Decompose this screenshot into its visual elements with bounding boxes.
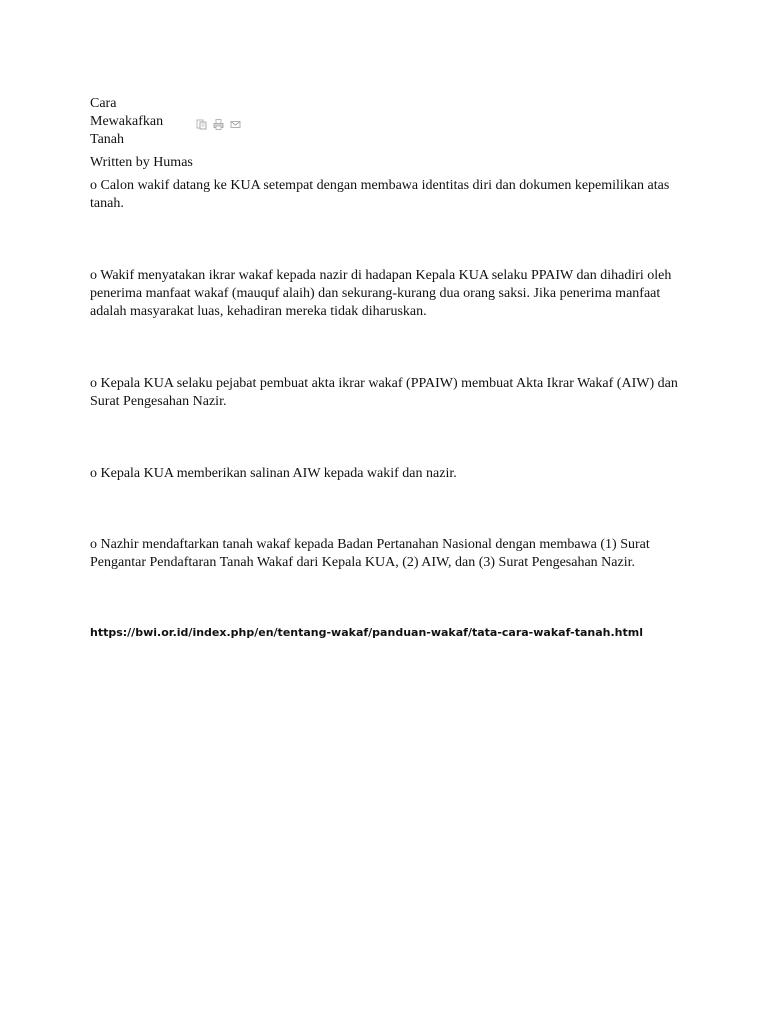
article-header (90, 95, 690, 151)
email-icon[interactable] (230, 117, 241, 128)
article-actions (196, 117, 241, 128)
article-title-line: Mewakafkan (90, 114, 164, 129)
article-title-line: Cara (90, 96, 117, 111)
step-paragraph: o Nazhir mendaftarkan tanah wakaf kepada Badan Pertanahan Nasional dengan membawa (1) Surat Pengantar Pendaftaran Tanah Wakaf dari Kepala KUA, (2) AIW, dan (3) Surat Pengesahan Nazir. (90, 537, 650, 570)
step-paragraph: o Wakif menyatakan ikrar wakaf kepada nazir di hadapan Kepala KUA selaku PPAIW dan dihadiri oleh penerima manfaat wakaf (mauquf alaih) dan sekurang-kurang dua orang saksi. Jika penerima manfaat adalah masyarakat luas, kehadiran mereka tidak diharuskan. (90, 268, 672, 319)
pdf-icon[interactable] (196, 117, 207, 128)
title-row (90, 95, 690, 151)
step-paragraph: o Calon wakif datang ke KUA setempat dengan membawa identitas diri dan dokumen kepemilikan atas tanah. (90, 178, 670, 211)
print-icon[interactable] (213, 117, 224, 128)
source-link[interactable]: https://bwi.or.id/index.php/en/tentang-wakaf/panduan-wakaf/tata-cara-wakaf-tanah.html (90, 626, 643, 639)
step-paragraph: o Kepala KUA memberikan salinan AIW kepada wakif dan nazir. (90, 466, 457, 481)
article-title-line: Tanah (90, 132, 125, 147)
step-paragraph: o Kepala KUA selaku pejabat pembuat akta ikrar wakaf (PPAIW) membuat Akta Ikrar Wakaf (AIW) dan Surat Pengesahan Nazir. (90, 376, 678, 409)
article-byline: Written by Humas (90, 155, 193, 170)
article-title (90, 95, 163, 149)
